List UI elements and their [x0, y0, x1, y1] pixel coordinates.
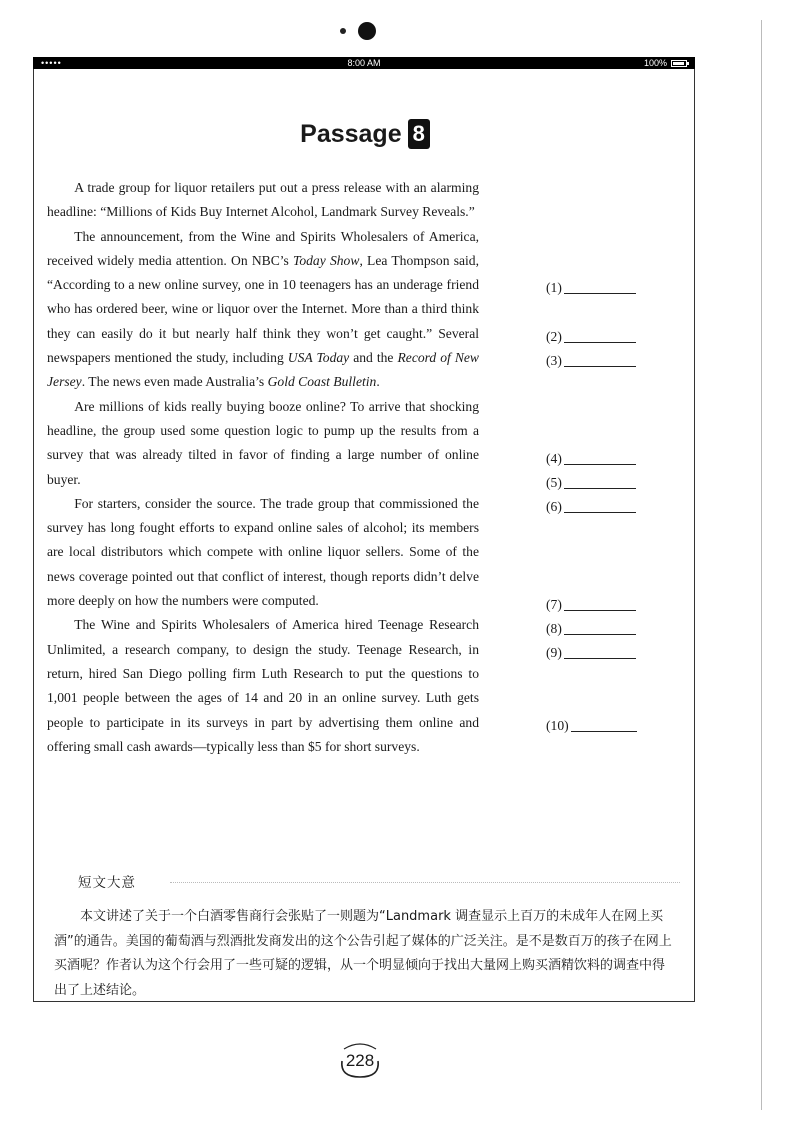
summary-heading: 短文大意	[78, 875, 136, 891]
page-title	[0, 119, 730, 149]
divider	[170, 882, 680, 883]
blank-label: (9)	[546, 645, 562, 660]
paragraph: A trade group for liquor retailers put out a press release with an alarming headline: “Millions of Kids Buy Internet Alcohol, Landmark Survey Reveals.”	[47, 180, 479, 220]
page-number	[330, 1041, 390, 1081]
title-word: Passage	[300, 120, 402, 148]
blank-label: (4)	[546, 451, 562, 466]
answer-blank[interactable]	[546, 597, 636, 613]
paragraph: Are millions of kids really buying booze online? To arrive that shocking headline, the group used some question logic to pump up the results from a survey that was already tilted in favor of finding a large number of online buyer.	[47, 398, 479, 487]
battery-status	[644, 57, 687, 69]
blank-label: (6)	[546, 499, 562, 514]
status-time: 8:00 AM	[347, 58, 381, 68]
passage-number-badge: 8	[408, 119, 430, 149]
summary-text: 本文讲述了关于一个白酒零售商行会张贴了一则题为“Landmark 调查显示上百万的未成年人在网上买酒”的通告。美国的葡萄酒与烈酒批发商发出的这个公告引起了媒体的广泛关注。是不是数百万的孩子在网上买酒呢？作者认为这个行会用了一些可疑的逻辑，从一个明显倾向于找出大量网上购买酒精饮料的调查中得出了上述结论。	[54, 909, 672, 998]
blank-label: (8)	[546, 621, 562, 636]
answer-blank[interactable]	[546, 353, 636, 369]
answer-blank[interactable]	[546, 645, 636, 661]
page-number-text: 228	[345, 1051, 375, 1070]
battery-icon	[671, 60, 687, 67]
camera-lens-icon	[358, 22, 376, 40]
answer-blank[interactable]	[546, 621, 636, 637]
answer-blank[interactable]	[546, 451, 636, 467]
battery-percent: 100%	[643, 58, 667, 68]
paragraph: The announcement, from the Wine and Spirits Wholesalers of America, received widely media attention. On NBC’s Today Show, Lea Thompson said, “According to a new online survey, one in 10 teenagers has an underage friend who has ordered beer, wine or liquor over the Internet. More than a third think they can easily do it but nearly half think they won’t get caught.” Several newspapers mentioned the study, including USA Today and the Record of New Jersey. The news even made Australia’s Gold Coast Bulletin.	[47, 228, 480, 390]
answer-blank[interactable]	[546, 499, 636, 515]
blank-label: (3)	[546, 353, 562, 368]
blank-label: (7)	[546, 597, 562, 612]
answer-blank[interactable]	[546, 475, 636, 491]
passage-text	[47, 176, 479, 759]
answer-blank[interactable]	[546, 329, 636, 345]
blank-label: (5)	[546, 475, 562, 490]
page-edge	[761, 20, 762, 1110]
paragraph: For starters, consider the source. The trade group that commissioned the survey has long fought efforts to expand online sales of alcohol; its members are local distributors which compete with online liquor sellers. Some of the news coverage pointed out that conflict of interest, though reports didn’t delve more deeply on how the numbers were computed.	[47, 495, 479, 609]
status-bar	[33, 57, 695, 69]
front-camera	[340, 22, 380, 42]
blank-label: (2)	[546, 329, 562, 344]
answer-blank[interactable]	[546, 718, 637, 734]
answer-blank[interactable]	[546, 280, 636, 296]
camera-sensor-icon	[340, 28, 346, 34]
signal-strength: •••••	[41, 58, 62, 68]
paragraph: The Wine and Spirits Wholesalers of America hired Teenage Research Unlimited, a research company, to design the study. Teenage Research, in return, hired San Diego polling firm Luth Research to put the questions to 1,001 people between the ages of 14 and 20 in an online survey. Luth gets people to participate in its surveys in part by advertising them online and offering small cash awards—typically less than $5 for short surveys.	[47, 617, 479, 754]
blank-label: (10)	[546, 718, 569, 733]
blank-label: (1)	[546, 280, 562, 295]
